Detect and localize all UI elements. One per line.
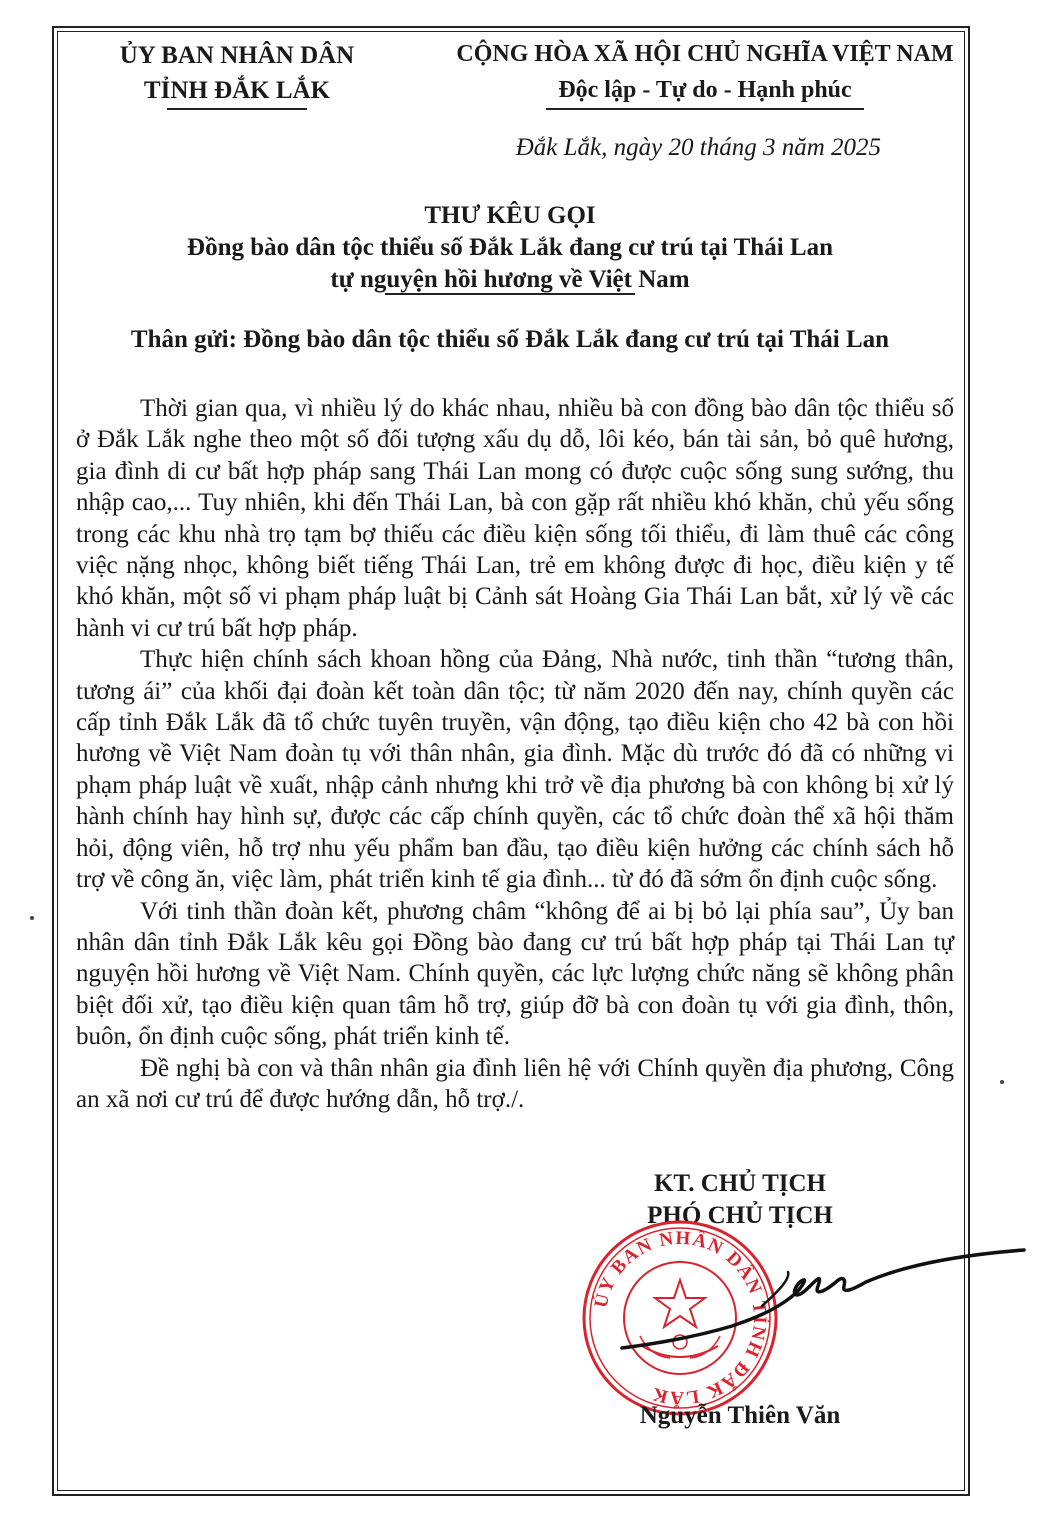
agency-line-2: TỈNH ĐẮK LẮK xyxy=(143,77,331,104)
motto-underline xyxy=(546,108,864,110)
paragraph-2: Thực hiện chính sách khoan hồng của Đảng, Nhà nước, tinh thần “tương thân, tương ái” của khối đại đoàn kết toàn dân tộc; từ năm 2020 đến nay, chính quyền các cấp tỉnh Đắk Lắk đã tổ chức tuyên truyền, vận động, tạo điều kiện cho 42 bà con hồi hương về Việt Nam đoàn tụ với thân nhân, gia đình. Mặc dù trước đó đã có những vi phạm pháp luật về xuất, nhập cảnh nhưng khi trở về địa phương bà con không bị xử lý hành chính hay hình sự, được các cấp chính quyền, các tổ chức đoàn thể xã hội thăm hỏi, động viên, hỗ trợ nhu yếu phẩm ban đầu, tạo điều kiện hưởng các chính sách hỗ trợ về công ăn, việc làm, phát triển kinh tế gia đình... từ đó đã sớm ổn định cuộc sống. xyxy=(76,646,954,894)
title-sub-1: Đồng bào dân tộc thiểu số Đắk Lắk đang cư trú tại Thái Lan xyxy=(187,234,833,261)
paragraph-3: Với tinh thần đoàn kết, phương châm “không để ai bị bỏ lại phía sau”, Ủy ban nhân dân tỉnh Đắk Lắk kêu gọi Đồng bào đang cư trú bất hợp pháp tại Thái Lan tự nguyện hồi hương về Việt Nam. Chính quyền, các lực lượng chức năng sẽ không phân biệt đối xử, tạo điều kiện quan tâm hỗ trợ, giúp đỡ bà con đoàn tụ với gia đình, thôn, buôn, ổn định cuộc sống, phát triển kinh tế. xyxy=(76,897,954,1051)
issuing-agency xyxy=(82,38,392,110)
scan-speck xyxy=(1000,1080,1004,1084)
agency-underline xyxy=(167,108,307,110)
scan-speck xyxy=(30,916,34,920)
signature-line-1: KT. CHỦ TỊCH xyxy=(653,1170,827,1197)
title-main: THƯ KÊU GỌI xyxy=(424,202,596,229)
salutation: Thân gửi: Đồng bào dân tộc thiểu số Đắk Lắk đang cư trú tại Thái Lan xyxy=(130,326,890,353)
document-title xyxy=(60,200,960,295)
signer-name: Nguyễn Thiên Văn xyxy=(639,1402,841,1429)
signature-line-2: PHÓ CHỦ TỊCH xyxy=(647,1202,833,1229)
paragraph-4: Đề nghị bà con và thân nhân gia đình liên hệ với Chính quyền địa phương, Công an xã nơi cư trú để được hướng dẫn, hỗ trợ./. xyxy=(76,1054,954,1113)
date-line: Đắk Lắk, ngày 20 tháng 3 năm 2025 xyxy=(515,134,881,161)
paragraph-1: Thời gian qua, vì nhiều lý do khác nhau, nhiều bà con đồng bào dân tộc thiểu số ở Đắk Lắk nghe theo một số đối tượng xấu dụ dỗ, lôi kéo, bán tài sản, bỏ quê hương, gia đình di cư bất hợp pháp sang Thái Lan mong có được cuộc sống sung sướng, thu nhập cao,... Tuy nhiên, khi đến Thái Lan, bà con gặp rất nhiều khó khăn, chủ yếu sống trong các khu nhà trọ tạm bợ thiếu các điều kiện sống tối thiểu, đi làm thuê các công việc nặng nhọc, không biết tiếng Thái Lan, trẻ em không được đi học, điều kiện y tế khó khăn, một số vi phạm pháp luật bị Cảnh sát Hoàng Gia Thái Lan bắt, xử lý về các hành vi cư trú bất hợp pháp. xyxy=(76,395,954,642)
seal-text: ỦY BAN NHÂN DÂN TỈNH ĐẮK LẮK xyxy=(590,1227,771,1409)
title-sub-2: tự nguyện hồi hương về Việt Nam xyxy=(330,266,690,293)
agency-line-1: ỦY BAN NHÂN DÂN xyxy=(119,42,355,69)
letter-body xyxy=(76,393,954,1115)
national-motto: Độc lập - Tự do - Hạnh phúc xyxy=(558,77,852,103)
handwritten-signature-icon xyxy=(612,1248,1032,1368)
nation-name: CỘNG HÒA XÃ HỘI CHỦ NGHĨA VIỆT NAM xyxy=(456,41,954,67)
national-heading xyxy=(440,36,970,110)
